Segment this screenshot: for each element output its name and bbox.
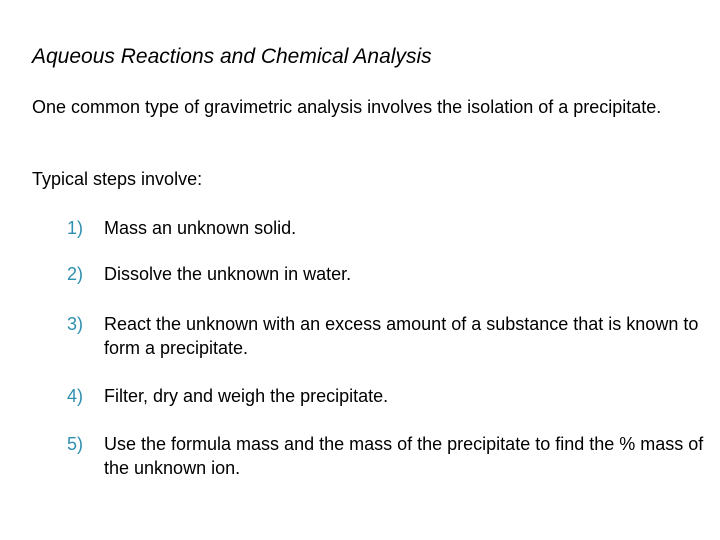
step-item bbox=[67, 312, 707, 360]
step-item bbox=[67, 216, 707, 240]
step-number: 1) bbox=[67, 218, 84, 238]
slide-title: Aqueous Reactions and Chemical Analysis bbox=[32, 45, 432, 68]
step-item bbox=[67, 262, 707, 286]
step-text: Dissolve the unknown in water. bbox=[104, 264, 352, 284]
step-number: 4) bbox=[67, 386, 84, 406]
step-number: 5) bbox=[67, 434, 84, 454]
step-text: React the unknown with an excess amount of a substance that is known to form a precipitate. bbox=[104, 314, 699, 358]
intro-paragraph: One common type of gravimetric analysis involves the isolation of a precipitate. bbox=[32, 97, 662, 117]
step-number: 2) bbox=[67, 264, 84, 284]
step-text: Filter, dry and weigh the precipitate. bbox=[104, 386, 389, 406]
step-text: Mass an unknown solid. bbox=[104, 218, 297, 238]
steps-heading: Typical steps involve: bbox=[32, 169, 203, 189]
step-item bbox=[67, 432, 707, 480]
step-text: Use the formula mass and the mass of the precipitate to find the % mass of the unknown ion. bbox=[104, 434, 704, 478]
step-number: 3) bbox=[67, 314, 84, 334]
step-item bbox=[67, 384, 707, 408]
